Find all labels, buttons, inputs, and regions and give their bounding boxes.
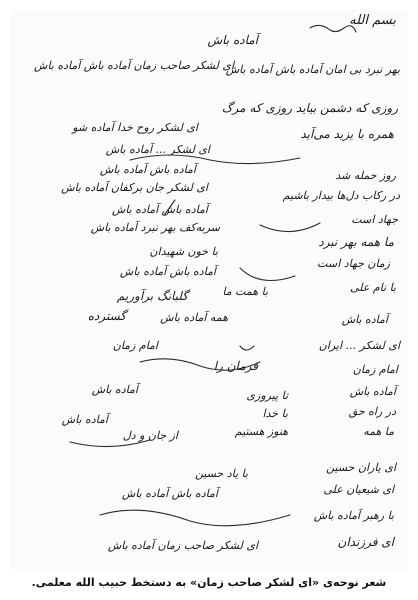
handwritten-line: روز حمله شد bbox=[335, 169, 396, 182]
handwritten-line: آماده باش آماده باش bbox=[99, 163, 196, 176]
handwritten-line: ای لشکر صاحب زمان آماده باش آماده باش bbox=[34, 59, 234, 72]
handwritten-line: آماده باش bbox=[207, 33, 258, 47]
handwritten-line: ای شیعیان علی bbox=[323, 483, 394, 496]
manuscript-sheet bbox=[10, 10, 408, 570]
handwritten-line: در رکاب دل‌ها بیدار باشیم bbox=[282, 189, 400, 202]
handwritten-line: ای لشکر ... آماده باش bbox=[105, 143, 210, 156]
handwritten-line: آماده باش bbox=[91, 383, 138, 396]
handwritten-line: آماده باش bbox=[341, 313, 388, 326]
handwritten-line: با رهبر آماده باش bbox=[313, 509, 394, 522]
handwritten-line: از جان و دل bbox=[122, 429, 178, 442]
handwritten-line: با نام علی bbox=[349, 281, 396, 294]
handwritten-line: زمان جهاد است bbox=[317, 257, 390, 270]
handwritten-line: با یاد حسین bbox=[194, 467, 248, 480]
handwritten-line: همه آماده باش bbox=[160, 311, 228, 324]
handwritten-line: آماده باش bbox=[349, 385, 396, 398]
handwritten-line: ما همه بهر نبرد bbox=[318, 235, 394, 249]
handwritten-line: ای لشکر جان برکفان آماده باش bbox=[61, 181, 208, 194]
handwritten-line: با خدا bbox=[262, 407, 288, 420]
handwritten-line: ما همه bbox=[363, 425, 394, 438]
handwritten-line: گسترده bbox=[87, 309, 126, 323]
handwritten-line: امام زمان bbox=[112, 339, 158, 352]
handwritten-line: تا پیروزی bbox=[246, 389, 288, 402]
handwritten-line: آماده باش bbox=[61, 413, 108, 426]
handwritten-line: روزی که دشمن بیاید روزی که مرگ bbox=[221, 101, 398, 115]
handwritten-line: آماده باش آماده باش bbox=[111, 203, 208, 216]
handwritten-line: همره با یزید می‌آید bbox=[300, 127, 394, 141]
handwritten-line: سربه‌کف بهر نبرد آماده باش bbox=[90, 221, 220, 234]
handwritten-line: ای لشکر صاحب زمان آماده باش bbox=[107, 539, 258, 552]
handwritten-line: ای یاران حسین bbox=[326, 461, 396, 474]
handwritten-line: فرمان را bbox=[213, 359, 258, 373]
handwritten-line: بهر نبرد بی امان آماده باش آماده باش bbox=[225, 63, 400, 76]
handwritten-line: گلبانگ برآوریم bbox=[116, 289, 188, 303]
handwritten-line: با خون شهیدان bbox=[149, 245, 218, 258]
image-caption: شعر نوحه‌ی «ای لشکر صاحب زمان» به دستخط حبیب الله معلمی. bbox=[31, 576, 387, 589]
handwritten-line: آماده باش آماده باش bbox=[119, 265, 216, 278]
handwritten-line: جهاد است bbox=[351, 213, 398, 226]
handwritten-line: ای لشکر روح خدا آماده شو bbox=[72, 121, 198, 134]
handwritten-line: ای فرزندان bbox=[337, 535, 394, 549]
handwritten-line: آماده باش آماده باش bbox=[121, 487, 218, 500]
handwritten-line: بسم الله bbox=[349, 13, 396, 28]
handwritten-line: ای لشکر ... ایران bbox=[318, 339, 400, 352]
handwritten-line: امام زمان bbox=[352, 363, 398, 376]
handwritten-line: در راه حق bbox=[348, 405, 396, 418]
handwritten-line: هنوز هستیم bbox=[234, 425, 288, 438]
handwritten-line: با همت ما bbox=[222, 285, 268, 298]
